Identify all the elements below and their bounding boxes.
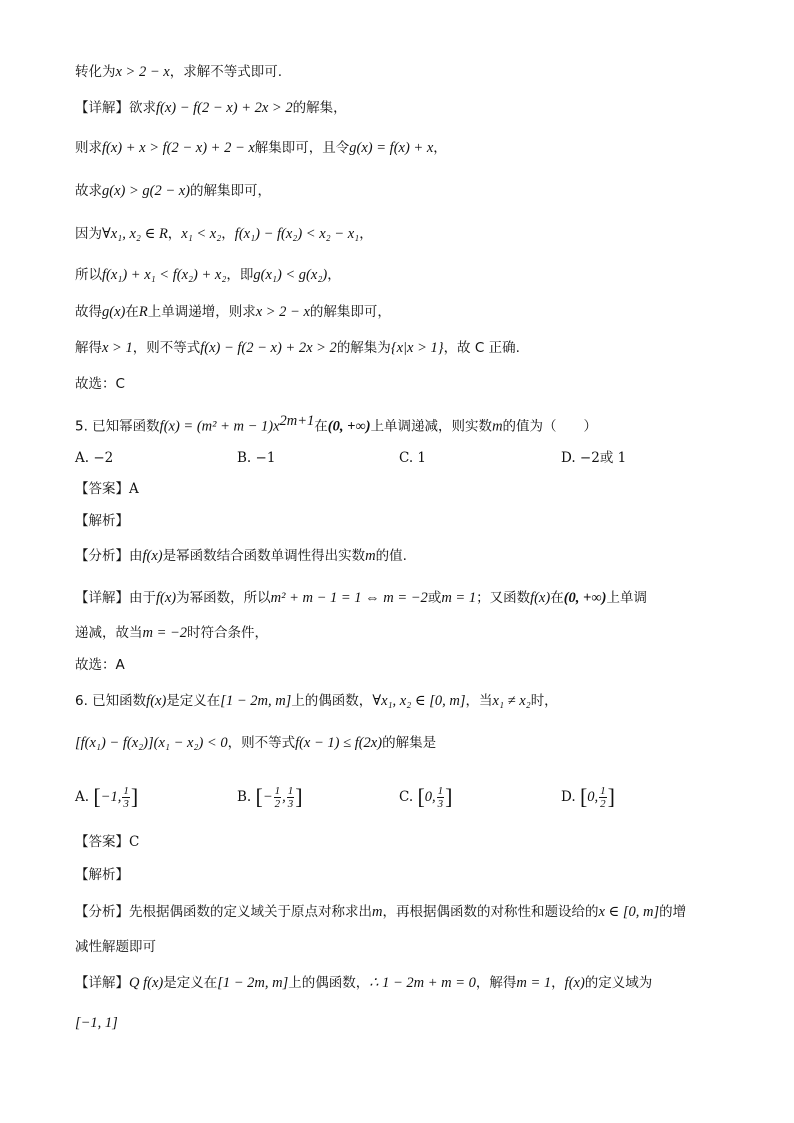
analysis-heading: 【解析】 bbox=[75, 867, 129, 883]
text-line: 递减，故当m = −2时符合条件， bbox=[75, 625, 269, 641]
text-line: 故求g(x) > g(2 − x)的解集即可， bbox=[75, 183, 272, 199]
text-line: 则求f(x) + x > f(2 − x) + 2 − x解集即可，且令g(x) = f(x) + x， bbox=[75, 140, 447, 156]
q5-option-a: A. −2 bbox=[75, 450, 114, 466]
answer-line: 【答案】C bbox=[75, 834, 140, 850]
fraction: $\frac{1}{3}$ bbox=[437, 785, 444, 810]
question-6-stem: 6. 已知函数f(x)是定义在[1 − 2m, m]上的偶函数，∀x₁, x₂ ∈ [0, m]，当x₁ ≠ x₂时， bbox=[75, 693, 558, 709]
fraction: $\frac{1}{2}$ bbox=[274, 785, 281, 810]
text-line: 【详解】由于f(x)为幂函数，所以m² + m − 1 = 1 ⇔ m = −2或m = 1；又函数f(x)在(0, +∞)上单调 bbox=[75, 590, 647, 606]
fraction: $\frac{1}{3}$ bbox=[287, 785, 294, 810]
text-line: 转化为x > 2 − x，求解不等式即可. bbox=[75, 64, 282, 80]
analysis-heading: 【解析】 bbox=[75, 513, 129, 529]
text-line: 故选：C bbox=[75, 376, 125, 392]
q6-option-d: D. [0, $\frac{1}{2}$ ] bbox=[561, 784, 615, 810]
answer-line: 【答案】A bbox=[75, 481, 139, 497]
fraction: $\frac{1}{2}$ bbox=[600, 785, 606, 810]
text-line: 减性解题即可 bbox=[75, 939, 156, 955]
text-line: 解得x > 1，则不等式f(x) − f(2 − x) + 2x > 2的解集为{x|x > 1}，故 C 正确. bbox=[75, 340, 520, 356]
question-6-condition: [f(x₁) − f(x₂)](x₁ − x₂) < 0，则不等式f(x − 1) ≤ f(2x)的解集是 bbox=[75, 735, 437, 751]
text-line: 【详解】欲求f(x) − f(2 − x) + 2x > 2的解集， bbox=[75, 100, 347, 116]
question-5-stem: 5. 已知幂函数$f(x) = (m^2 + m - 1)x^{2m+1}$在(0, +∞)上单调递减，则实数m的值为（ ） bbox=[75, 413, 598, 435]
text-line: 故选：A bbox=[75, 657, 125, 673]
q5-option-c: C. 1 bbox=[399, 450, 427, 466]
text-line: 所以f(x₁) + x₁ < f(x₂) + x₂，即g(x₁) < g(x₂)， bbox=[75, 267, 341, 283]
text-line: 【分析】先根据偶函数的定义域关于原点对称求出m，再根据偶函数的对称性和题设给的x ∈ [0, m]的增 bbox=[75, 904, 687, 920]
q6-option-a: A. [−1, $\frac{1}{3}$ ] bbox=[75, 784, 139, 810]
q5-option-b: B. −1 bbox=[237, 450, 276, 466]
text-line: 【详解】Q f(x)是定义在[1 − 2m, m]上的偶函数，∴ 1 − 2m + m = 0，解得m = 1，f(x)的定义域为 bbox=[75, 975, 653, 991]
detail-tag: 【详解】 bbox=[75, 100, 129, 116]
text-line: [−1, 1] bbox=[75, 1015, 118, 1031]
q6-option-c: C. [0, $\frac{1}{3}$ ] bbox=[399, 784, 453, 810]
q5-option-d: D. −2或 1 bbox=[561, 450, 627, 466]
q6-option-b: B. [− $\frac{1}{2}$ , $\frac{1}{3}$ ] bbox=[237, 784, 303, 810]
text-line: 因为∀x₁, x₂ ∈ R，x₁ < x₂，f(x₁) − f(x₂) < x₂ − x₁， bbox=[75, 226, 373, 242]
text-line: 【分析】由f(x)是幂函数结合函数单调性得出实数m的值. bbox=[75, 548, 407, 564]
fraction: $\frac{1}{3}$ bbox=[123, 785, 129, 810]
text-line: 故得g(x)在R上单调递增，则求x > 2 − x的解集即可， bbox=[75, 304, 391, 320]
